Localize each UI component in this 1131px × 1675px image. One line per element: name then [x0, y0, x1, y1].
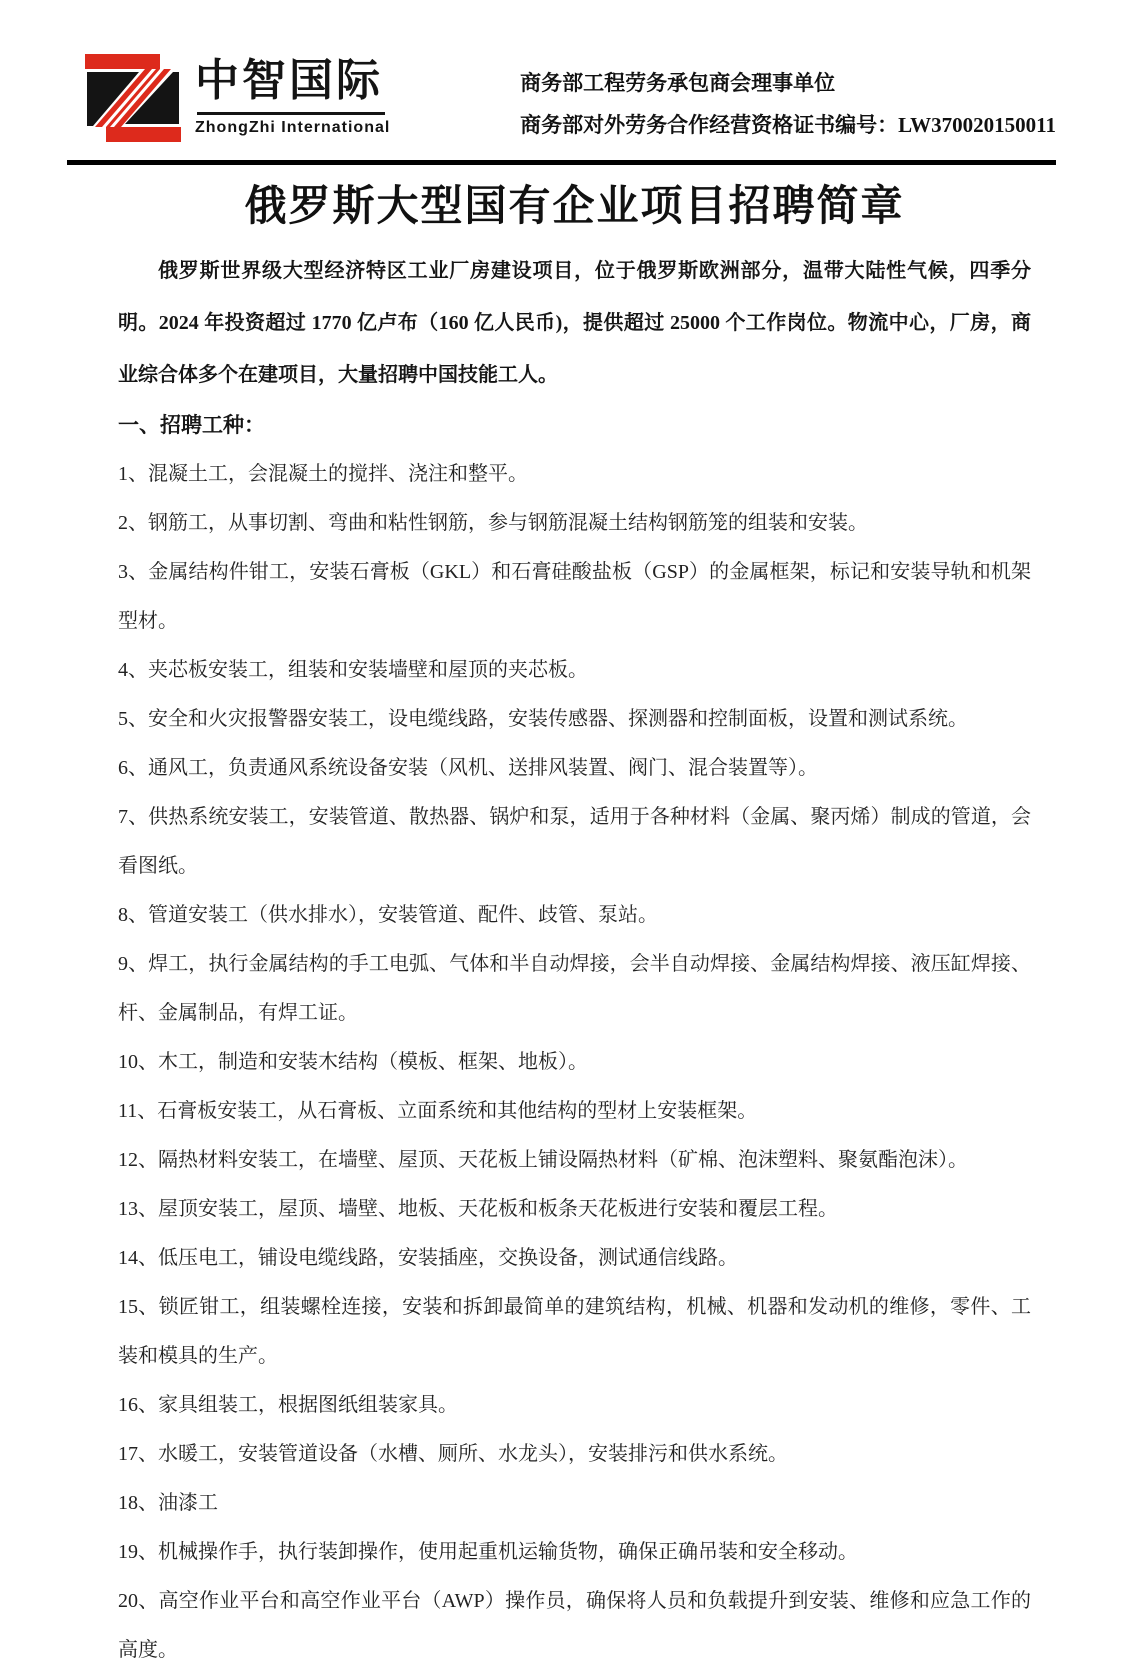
header — [0, 0, 1131, 146]
job-item-3: 3、金属结构件钳工，安装石膏板（GKL）和石膏硅酸盐板（GSP）的金属框架，标记和安装导轨和机架型材。 — [118, 561, 1031, 632]
job-item-19: 19、机械操作手，执行装卸操作，使用起重机运输货物，确保正确吊装和安全移动。 — [118, 1541, 858, 1563]
job-item-1: 1、混凝土工，会混凝土的搅拌、浇注和整平。 — [118, 463, 528, 485]
job-item-12: 12、隔热材料安装工，在墙壁、屋顶、天花板上铺设隔热材料（矿棉、泡沫塑料、聚氨酯泡沫）。 — [118, 1149, 968, 1171]
company-logo — [83, 52, 390, 144]
job-item-4: 4、夹芯板安装工，组装和安装墙壁和屋顶的夹芯板。 — [118, 659, 588, 681]
job-item-6: 6、通风工，负责通风系统设备安装（风机、送排风装置、阀门、混合装置等）。 — [118, 757, 818, 779]
logo-text — [195, 52, 390, 137]
job-item-5: 5、安全和火灾报警器安装工，设电缆线路，安装传感器、探测器和控制面板，设置和测试系统。 — [118, 708, 968, 730]
job-item-7: 7、供热系统安装工，安装管道、散热器、锅炉和泵，适用于各种材料（金属、聚丙烯）制成的管道，会看图纸。 — [118, 806, 1031, 877]
credentials-block — [520, 52, 1056, 146]
document-body — [0, 165, 1131, 1675]
brand-name-en: ZhongZhi International — [195, 119, 391, 136]
job-item-18: 18、油漆工 — [118, 1492, 218, 1514]
page-title: 俄罗斯大型国有企业项目招聘简章 — [244, 184, 905, 230]
job-item-15: 15、锁匠钳工，组装螺栓连接，安装和拆卸最简单的建筑结构，机械、机器和发动机的维修，零件、工装和模具的生产。 — [118, 1296, 1031, 1367]
credential-line-2: 商务部对外劳务合作经营资格证书编号：LW370020150011 — [520, 113, 1056, 137]
job-item-13: 13、屋顶安装工，屋顶、墙壁、地板、天花板和板条天花板进行安装和覆层工程。 — [118, 1198, 838, 1220]
job-item-20: 20、高空作业平台和高空作业平台（AWP）操作员，确保将人员和负载提升到安装、维修和应急工作的高度。 — [118, 1590, 1031, 1661]
job-item-9: 9、焊工，执行金属结构的手工电弧、气体和半自动焊接，会半自动焊接、金属结构焊接、液压缸焊接、杆、金属制品，有焊工证。 — [118, 953, 1031, 1024]
section-heading-job-types: 一、招聘工种： — [118, 413, 265, 437]
brand-name-cn: 中智国际 — [195, 56, 383, 105]
credential-line-1: 商务部工程劳务承包商会理事单位 — [520, 71, 836, 95]
intro-paragraph: 俄罗斯世界级大型经济特区工业厂房建设项目，位于俄罗斯欧洲部分，温带大陆性气候，四季分明。2024 年投资超过 1770 亿卢布（160 亿人民币)，提供超过 25000 个工作岗位。物流中心，厂房，商业综合体多个在建项目，大量招聘中国技能工人。 — [118, 260, 1031, 386]
job-item-17: 17、水暖工，安装管道设备（水槽、厕所、水龙头），安装排污和供水系统。 — [118, 1443, 788, 1465]
zhongzhi-z-logo-icon — [83, 52, 183, 144]
job-item-16: 16、家具组装工，根据图纸组装家具。 — [118, 1394, 458, 1416]
brand-divider-line — [197, 112, 385, 115]
job-item-14: 14、低压电工，铺设电缆线路，安装插座，交换设备，测试通信线路。 — [118, 1247, 738, 1269]
job-item-10: 10、木工，制造和安装木结构（模板、框架、地板）。 — [118, 1051, 588, 1073]
job-item-2: 2、钢筋工，从事切割、弯曲和粘性钢筋，参与钢筋混凝土结构钢筋笼的组装和安装。 — [118, 512, 868, 534]
job-item-8: 8、管道安装工（供水排水），安装管道、配件、歧管、泵站。 — [118, 904, 658, 926]
job-item-11: 11、石膏板安装工，从石膏板、立面系统和其他结构的型材上安装框架。 — [118, 1100, 758, 1122]
